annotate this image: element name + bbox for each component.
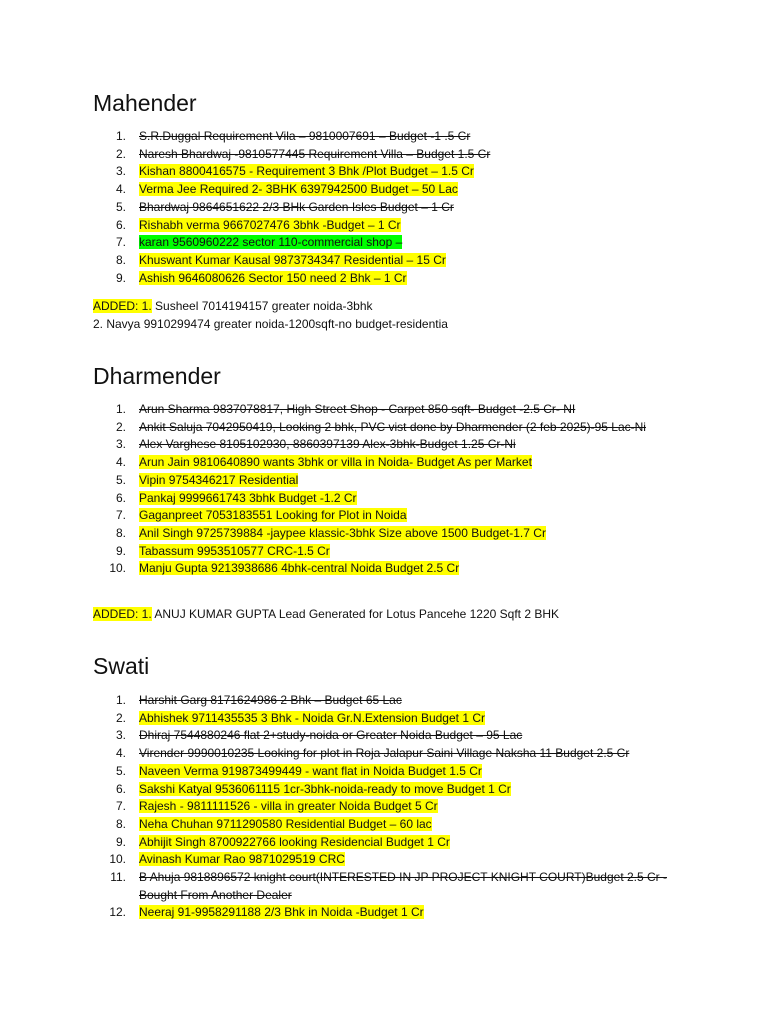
list-item-text: Pankaj 9999661743 3bhk Budget -1.2 Cr [139,490,357,505]
list-item-number: 7. [115,799,126,814]
section-heading-dharmender: Dharmender [93,363,221,389]
list-item-text: Rishabh verma 9667027476 3bhk -Budget – 1 Cr [139,217,401,232]
list-item [93,454,683,472]
list-item [93,419,683,437]
list-item [93,128,683,146]
list-item-text: Ashish 9646080626 Sector 150 need 2 Bhk – 1 Cr [139,270,407,285]
added-line: 2. Navya 9910299474 greater noida-1200sqft-no budget-residentia [93,317,448,331]
list-item-number: 8. [115,252,126,267]
list-item-number: 5. [115,472,126,487]
list-item [93,507,683,525]
list-item-text: Verma Jee Required 2- 3BHK 6397942500 Budget – 50 Lac [139,182,458,197]
list-item-text: Arun Jain 9810640890 wants 3bhk or villa in Noida- Budget As per Market [139,455,532,470]
list-item-text: Abhijit Singh 8700922766 looking Residencial Budget 1 Cr [139,834,450,849]
list-item-text: Gaganpreet 7053183551 Looking for Plot in Noida [139,508,407,523]
list-item [93,727,683,745]
list-item-text: Tabassum 9953510577 CRC-1.5 Cr [139,543,330,558]
list-item [93,146,683,164]
list-item-text: Sakshi Katyal 9536061115 1cr-3bhk-noida-ready to move Budget 1 Cr [139,781,511,796]
list-item-number: 1. [115,402,126,416]
list-item-text: karan 9560960222 sector 110-commercial shop – [139,235,403,250]
list-item-number: 6. [115,217,126,232]
list-item-number: 7. [115,235,126,250]
list-item-text: Naveen Verma 919873499449 - want flat in Noida Budget 1.5 Cr [139,763,482,778]
list-item [93,252,683,270]
list-item-number: 10. [109,561,126,576]
list-item-text: Harshit Garg 8171624986 2 Bhk – Budget 65 Lac [139,693,402,707]
list-item-number: 2. [115,146,126,161]
list-item [93,436,683,454]
list-item [93,781,683,799]
list-item-number: 11. [110,870,126,885]
added-label: ADDED: 1. [93,299,152,313]
list-item [93,745,683,763]
list-item-number: 2. [115,710,126,725]
list-item-text: Virender 9990010235 Looking for plot in Roja Jalapur Saini Village Naksha 11 Budget 2.5 Cr [139,746,630,761]
list-item-number: 9. [115,270,126,285]
added-block-mahender [93,297,713,333]
section-heading-mahender: Mahender [93,90,197,116]
list-item [93,472,683,490]
list-item-number: 1. [115,129,126,143]
added-line [93,605,713,623]
lead-list-mahender [93,128,683,287]
list-item-text: Arun Sharma 9837078817, High Street Shop - Carpet 850 sqft- Budget -2.5 Cr- NI [139,402,576,416]
list-item-text: Vipin 9754346217 Residential [139,472,299,487]
lead-list-swati [93,692,683,922]
list-item-text: Khuswant Kumar Kausal 9873734347 Residential – 15 Cr [139,252,446,267]
list-item-number: 3. [115,437,126,452]
list-item [93,401,683,419]
list-item-number: 3. [115,728,126,743]
list-item [93,543,683,561]
list-item-number: 8. [115,816,126,831]
list-item [93,199,683,217]
list-item [93,798,683,816]
list-item-number: 4. [115,746,126,761]
list-item-text: Abhishek 9711435535 3 Bhk - Noida Gr.N.Extension Budget 1 Cr [139,710,485,725]
list-item [93,560,683,578]
list-item-text: Alex Varghese 8105102930, 8860397139 Alex-3bhk-Budget 1.25 Cr-Ni [139,437,516,452]
list-item-text: Ankit Saluja 7042950419, Looking 2 bhk, PVC vist done by Dharmender (2 feb 2025)-95 Lac-Ni [139,419,646,434]
list-item-number: 12. [109,905,126,920]
list-item-number: 7. [115,508,126,523]
list-item-text: Neeraj 91-9958291188 2/3 Bhk in Noida -Budget 1 Cr [139,905,424,920]
list-item-text: Rajesh - 9811111526 - villa in greater Noida Budget 5 Cr [139,799,438,814]
list-item-number: 6. [115,490,126,505]
list-item-number: 2. [115,419,126,434]
list-item-number: 9. [115,834,126,849]
list-item-number: 8. [115,525,126,540]
added-text: ANUJ KUMAR GUPTA Lead Generated for Lotus Pancehe 1220 Sqft 2 BHK [151,607,560,621]
list-item-number: 1. [115,693,126,707]
list-item-text: Avinash Kumar Rao 9871029519 CRC [139,852,345,867]
list-item-text: Manju Gupta 9213938686 4bhk-central Noida Budget 2.5 Cr [139,561,460,576]
list-item [93,869,683,904]
list-item-text: Naresh Bhardwaj -9810577445 Requirement Villa – Budget 1.5 Cr [139,146,491,161]
list-item-text: Kishan 8800416575 - Requirement 3 Bhk /Plot Budget – 1.5 Cr [139,164,474,179]
list-item-text: Dhiraj 7544880246 flat 2+study-noida or Greater Noida Budget – 95 Lac [139,728,523,743]
list-item [93,851,683,869]
list-item-text: B Ahuja 9818896572 knight court(INTERESTED IN JP PROJECT KNIGHT COURT)Budget 2.5 Cr - Bought From Another Dealer [139,870,667,902]
list-item [93,270,683,288]
list-item-number: 9. [115,543,126,558]
list-item-number: 10. [109,852,126,867]
list-item [93,217,683,235]
added-label: ADDED: 1. [93,607,152,621]
added-line [93,297,713,315]
list-item-number: 6. [115,781,126,796]
list-item-text: S.R.Duggal Requirement Vila – 9810007691 – Budget -1 .5 Cr [139,129,471,143]
list-item [93,181,683,199]
list-item-text: Bhardwaj 9864651622 2/3 BHk Garden Isles Budget – 1 Cr [139,199,454,214]
list-item-number: 3. [115,164,126,179]
list-item [93,525,683,543]
lead-list-dharmender [93,401,683,578]
list-item [93,710,683,728]
list-item [93,234,683,252]
list-item [93,163,683,181]
list-item [93,763,683,781]
added-block-dharmender [93,605,713,623]
added-text: Susheel 7014194157 greater noida-3bhk [151,299,373,313]
list-item [93,904,683,922]
list-item-text: Neha Chuhan 9711290580 Residential Budget – 60 lac [139,816,432,831]
section-heading-swati: Swati [93,653,150,679]
list-item [93,490,683,508]
list-item [93,816,683,834]
list-item-number: 5. [115,763,126,778]
list-item [93,834,683,852]
list-item-number: 5. [115,199,126,214]
list-item-number: 4. [115,182,126,197]
list-item-text: Anil Singh 9725739884 -jaypee klassic-3bhk Size above 1500 Budget-1.7 Cr [139,525,546,540]
list-item [93,692,683,710]
list-item-number: 4. [115,455,126,470]
